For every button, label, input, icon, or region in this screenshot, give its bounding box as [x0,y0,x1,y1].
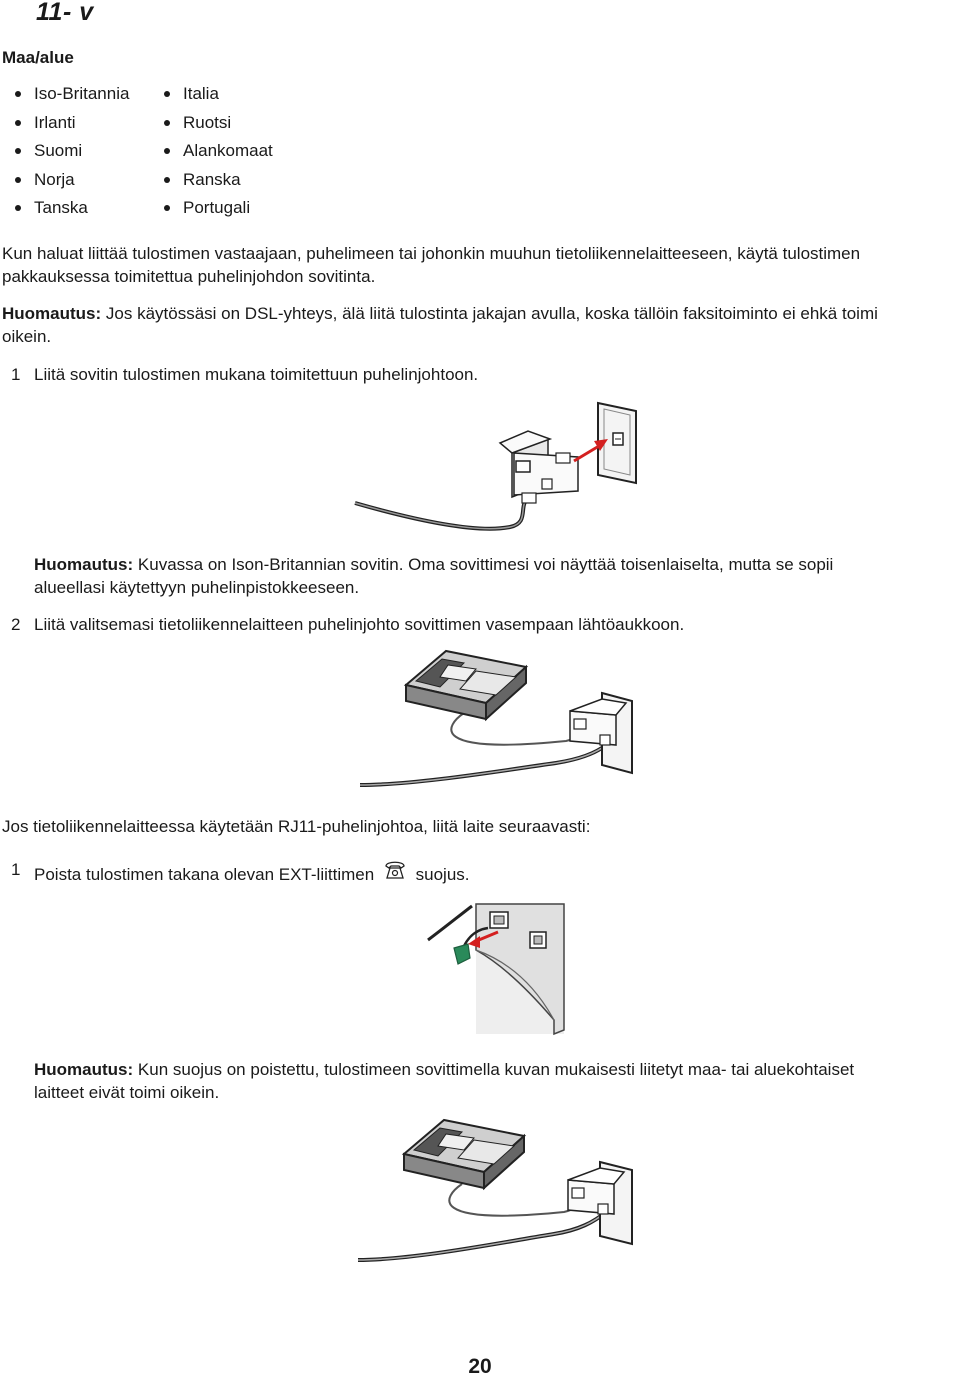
list-item: Iso-Britannia [34,84,129,113]
country-list-right [183,84,273,227]
note-label: Huomautus: [2,304,102,323]
note-text: laitteet eivät toimi oikein. [34,1083,220,1102]
list-item: Ruotsi [183,113,273,142]
step-text: Liitä valitsemasi tietoliikennelaitteen puhelinjohto sovittimen vasempaan lähtöaukkoon. [34,615,685,634]
step-text: Liitä sovitin tulostimen mukana toimitettuun puhelinjohtoon. [34,365,479,384]
step-text: Poista tulostimen takana olevan EXT-liittimen [34,865,375,884]
step-number: 1 [11,365,21,384]
note-text: Kun suojus on poistettu, tulostimeen sovittimella kuvan mukaisesti liitetyt maa- tai aluekohtaiset [133,1060,855,1079]
list-item: Norja [34,170,129,199]
rj11-paragraph: Jos tietoliikennelaitteessa käytetään RJ11-puhelinjohtoa, liitä laite seuraavasti: [2,817,591,836]
telephone-adapter-illustration [354,1112,644,1267]
step-remove-cover [11,858,470,886]
note-label: Huomautus: [34,555,134,574]
note-cover-removed [34,1058,854,1104]
page-header-title: 11- v [36,0,94,26]
step-connect-device [11,613,685,636]
note-text: Kuvassa on Ison-Britannian sovitin. Oma sovittimesi voi näyttää toisenlaiselta, mutta se sopii [133,555,834,574]
adapter-wall-jack-illustration [350,395,650,555]
page-number: 20 [468,1355,492,1378]
note-dsl [2,302,878,348]
intro-line: pakkauksessa toimitettua puhelinjohdon sovitinta. [2,267,376,286]
list-item: Irlanti [34,113,129,142]
note-text: oikein. [2,327,52,346]
intro-paragraph [2,242,860,288]
printer-ext-port-illustration [424,900,569,1040]
list-item: Italia [183,84,273,113]
list-item: Tanska [34,198,129,227]
note-uk-adapter [34,553,833,599]
list-item: Suomi [34,141,129,170]
section-title: Maa/alue [2,48,74,67]
step-connect-adapter [11,363,479,386]
list-item: Alankomaat [183,141,273,170]
note-text: Jos käytössäsi on DSL-yhteys, älä liitä tulostinta jakajan avulla, koska tällöin faksitoiminto ei ehkä toimi [101,304,878,323]
telephone-icon [383,858,407,882]
country-list-left [34,84,129,227]
telephone-adapter-illustration [356,645,646,795]
step-number: 2 [11,615,21,634]
intro-line: Kun haluat liittää tulostimen vastaajaan, puhelimeen tai johonkin muuhun tietoliikennelaitteeseen, käytä tulostimen [2,244,861,263]
step-text: suojus. [415,865,470,884]
list-item: Portugali [183,198,273,227]
step-number: 1 [11,860,21,879]
list-item: Ranska [183,170,273,199]
note-label: Huomautus: [34,1060,134,1079]
note-text: alueellasi käytettyyn puhelinpistokkeeseen. [34,578,360,597]
